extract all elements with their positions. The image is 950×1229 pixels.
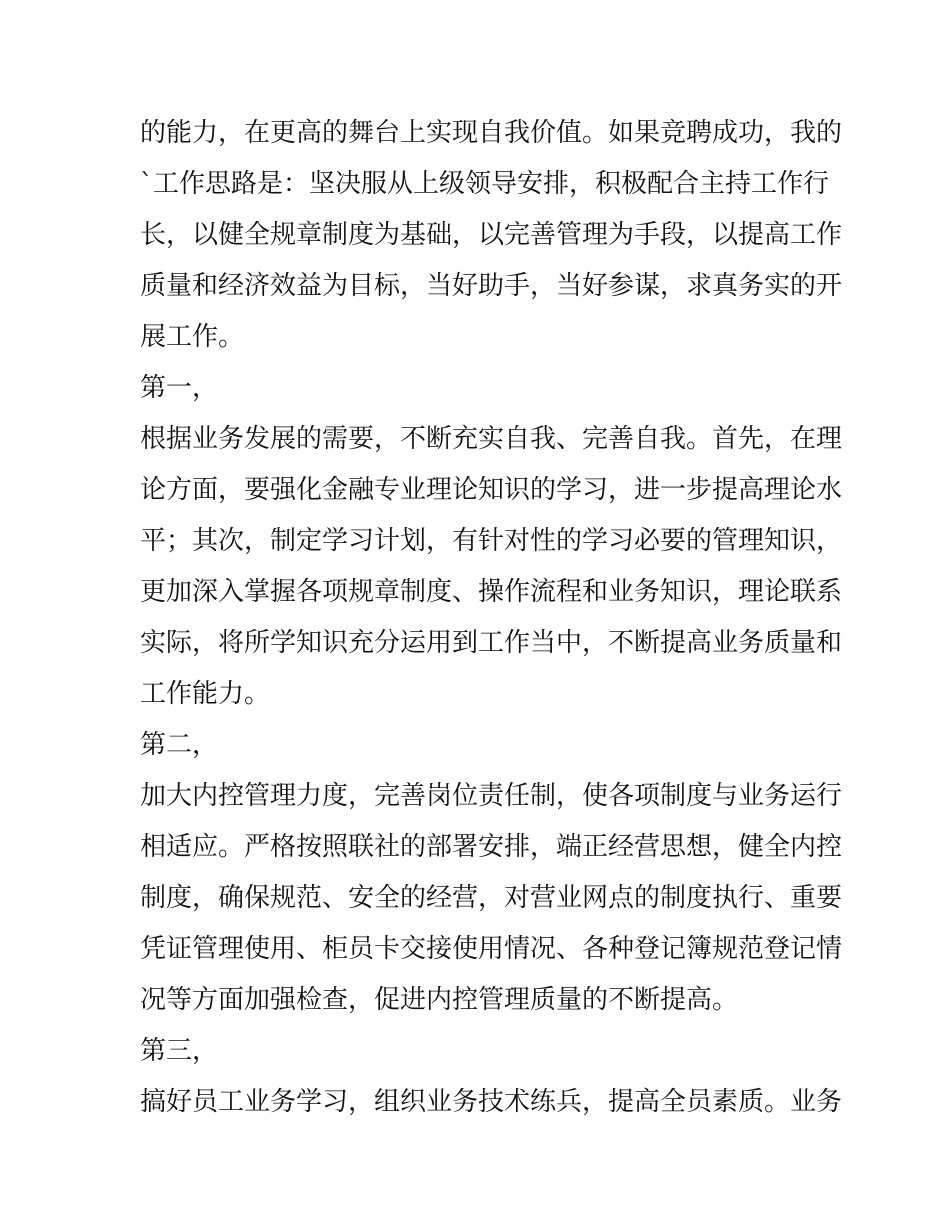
section-heading-second: 第二， xyxy=(140,730,219,760)
text-line: 搞好员工业务学习，组织业务技术练兵，提高全员素质。业务 xyxy=(140,1087,843,1117)
text-line: 平；其次，制定学习计划，有针对性的学习必要的管理知识， xyxy=(140,526,843,556)
text-line: 质量和经济效益为目标，当好助手，当好参谋，求真务实的开 xyxy=(140,271,843,301)
text-line: 展工作。 xyxy=(140,322,245,352)
text-line: 论方面，要强化金融专业理论知识的学习，进一步提高理论水 xyxy=(140,475,843,505)
text-line: 制度，确保规范、安全的经营，对营业网点的制度执行、重要 xyxy=(140,883,843,913)
text-line: 况等方面加强检查，促进内控管理质量的不断提高。 xyxy=(140,985,739,1015)
text-line: 凭证管理使用、柜员卡交接使用情况、各种登记簿规范登记情 xyxy=(140,934,843,964)
section-heading-third: 第三， xyxy=(140,1036,219,1066)
text-line: 更加深入掌握各项规章制度、操作流程和业务知识，理论联系 xyxy=(140,577,843,607)
section-heading-first: 第一， xyxy=(140,373,219,403)
text-line: 相适应。严格按照联社的部署安排，端正经营思想，健全内控 xyxy=(140,832,843,862)
text-line: 实际，将所学知识充分运用到工作当中，不断提高业务质量和 xyxy=(140,628,843,658)
text-line: 工作能力。 xyxy=(140,679,271,709)
text-line: 长，以健全规章制度为基础，以完善管理为手段，以提高工作 xyxy=(140,220,843,250)
text-line: 的能力，在更高的舞台上实现自我价值。如果竞聘成功，我的 xyxy=(140,118,843,148)
text-line: `工作思路是：坚决服从上级领导安排，积极配合主持工作行 xyxy=(140,169,830,199)
text-line: 加大内控管理力度，完善岗位责任制，使各项制度与业务运行 xyxy=(140,781,843,811)
text-line: 根据业务发展的需要，不断充实自我、完善自我。首先，在理 xyxy=(140,424,843,454)
document-body xyxy=(140,108,843,1128)
